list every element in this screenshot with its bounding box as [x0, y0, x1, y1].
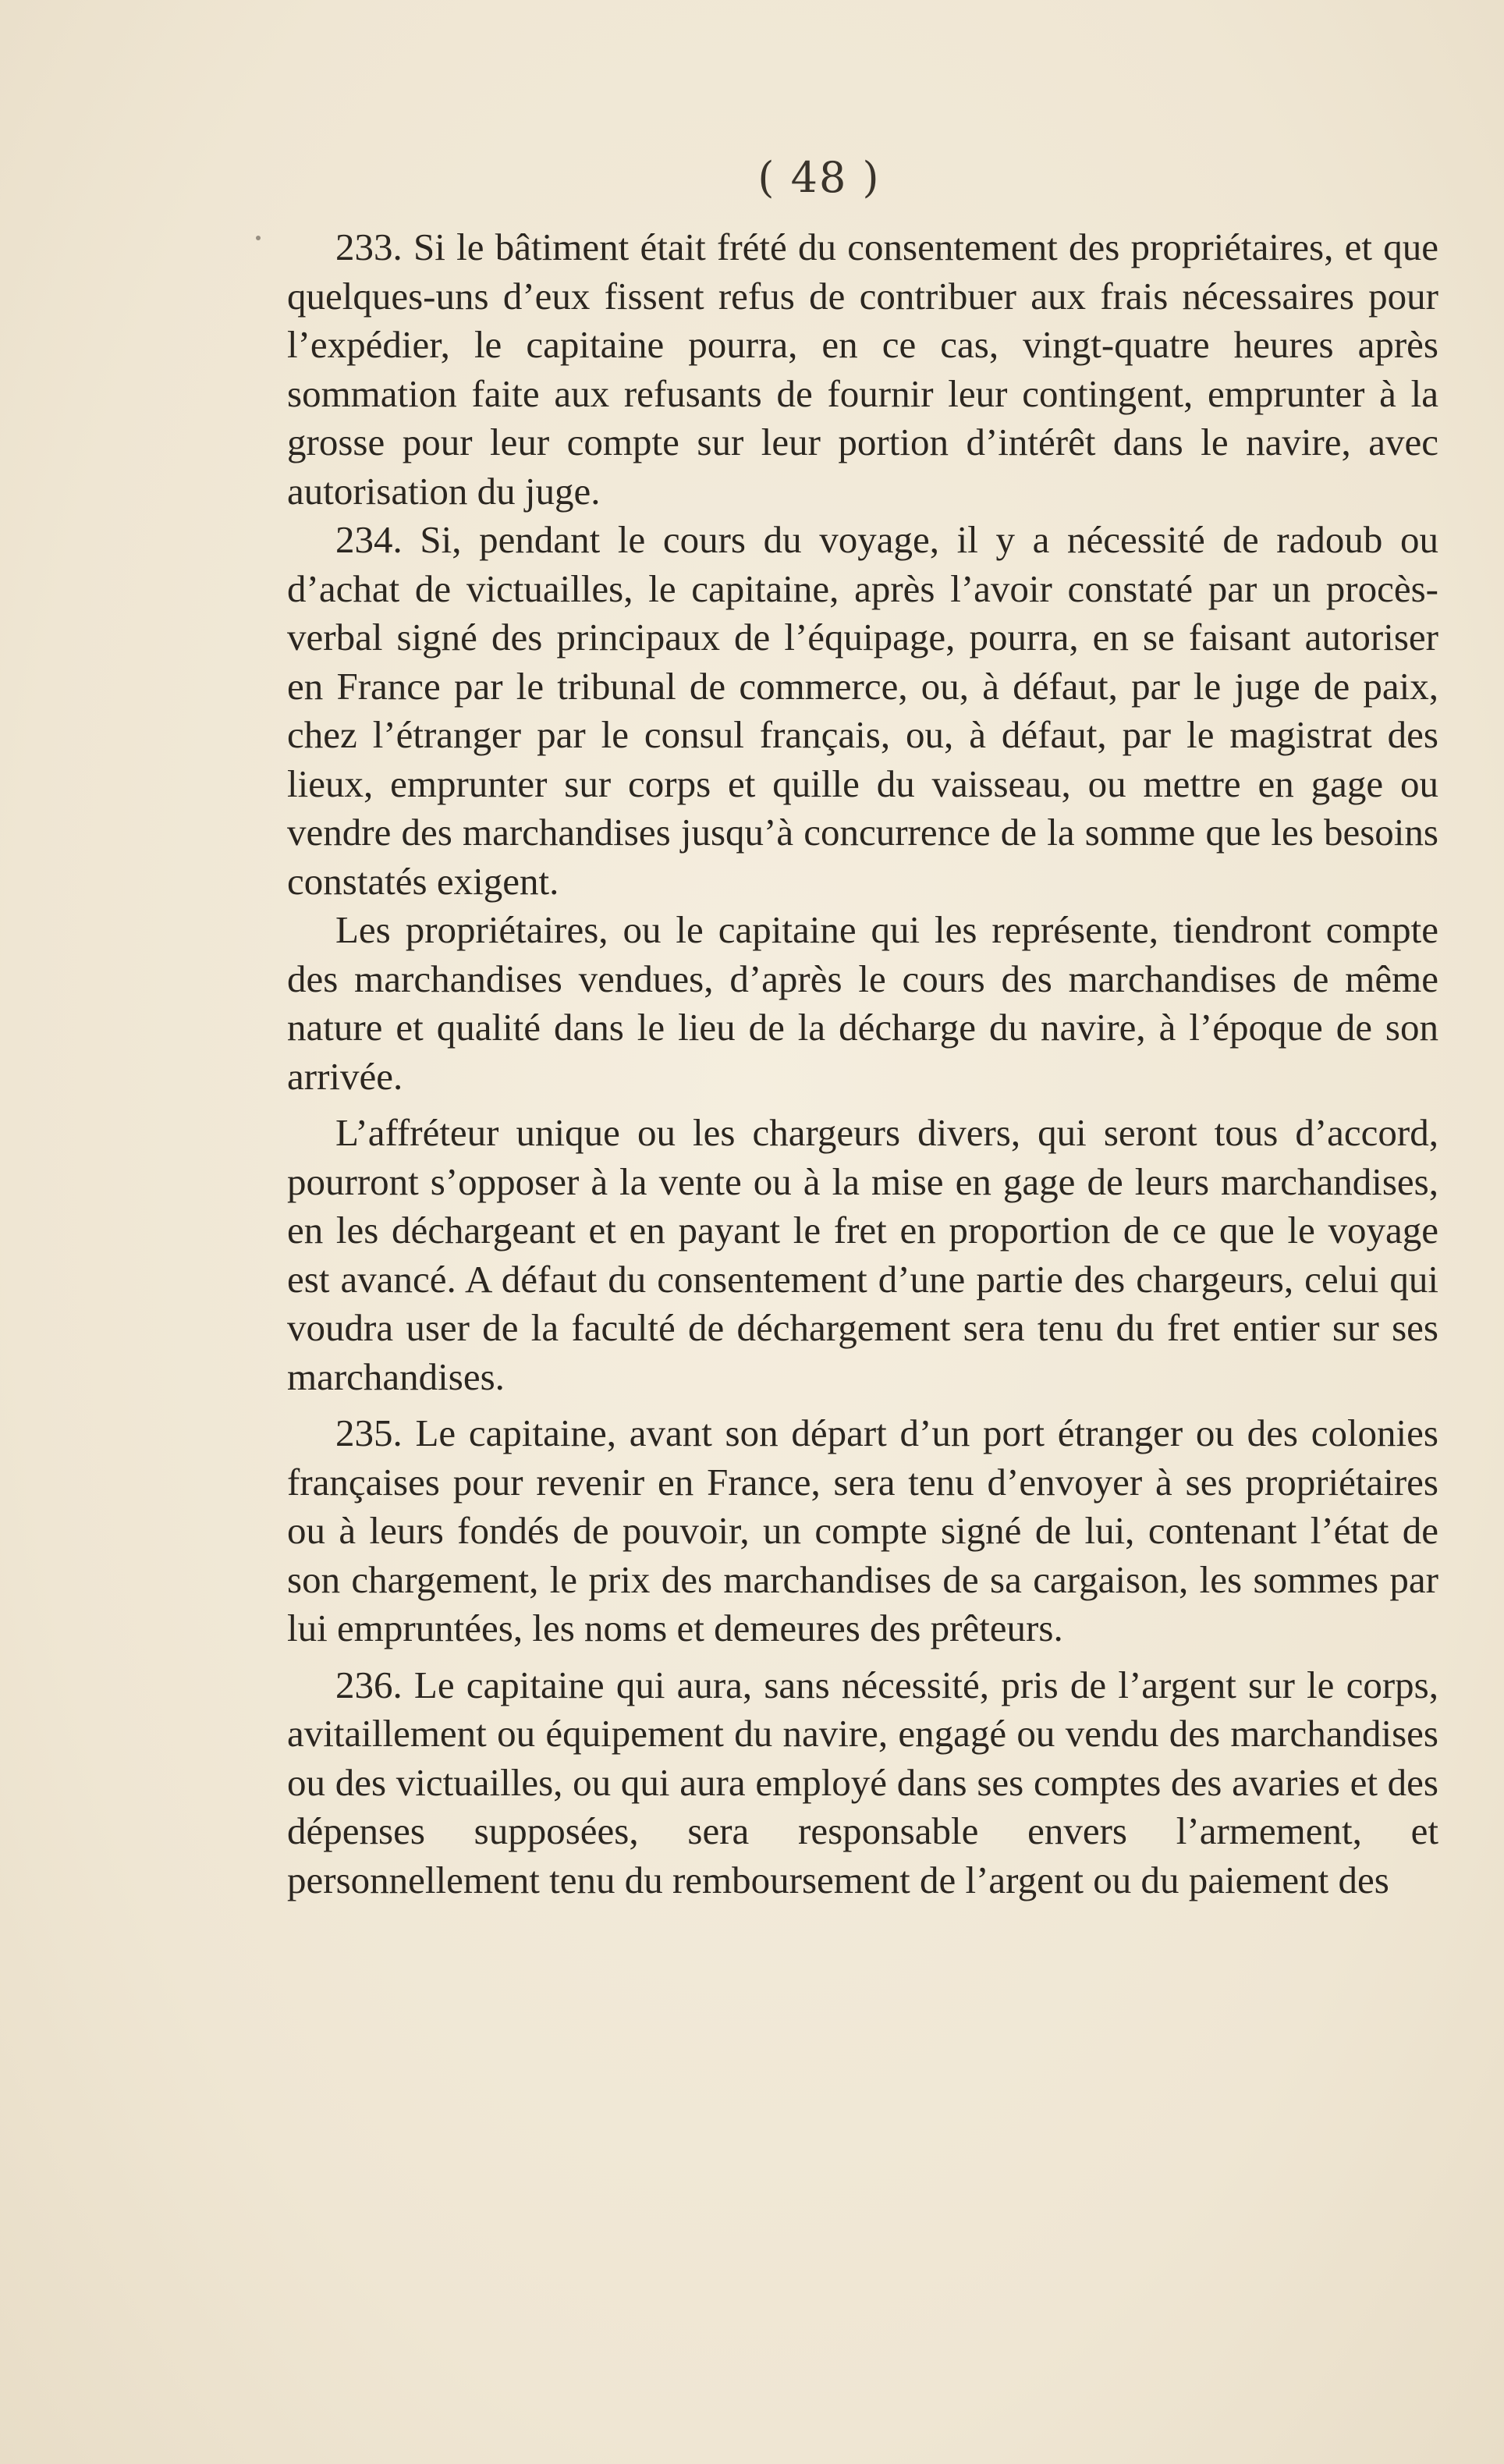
paragraph-article-234: 234. Si, pendant le cours du voyage, il y a nécessité de radoub ou d’achat de victuailles, le capitaine, après l’avoir constaté par un procès-verbal signé des principaux de l’équipage, pourra, en se faisant autoriser en France par le tribunal de commerce, ou, à défaut, par le juge de paix, chez l’étranger par le consul français, ou, à défaut, par le magistrat des lieux, emprunter sur corps et quille du vaisseau, ou mettre en gage ou vendre des marchandises jusqu’à concurrence de la somme que les besoins constatés exigent. [287, 518, 1438, 903]
body-text [287, 223, 1438, 1905]
paragraph-article-236: 236. Le capitaine qui aura, sans nécessité, pris de l’argent sur le corps, avitaillement ou équipement du navire, engagé ou vendu des marchandises ou des victuailles, ou qui aura employé dans ses comptes des avaries et des dépenses supposées, sera responsable envers l’armement, et personnellement tenu du remboursement de l’argent ou du paiement des [287, 1663, 1438, 1901]
paragraph-article-233: 233. Si le bâtiment était frété du consentement des propriétaires, et que quelques-uns d’eux fissent refus de contribuer aux frais nécessaires pour l’expédier, le capitaine pourra, en ce cas, vingt-quatre heures après sommation faite aux refusants de fournir leur contingent, emprunter à la grosse pour leur compte sur leur portion d’intérêt dans le navire, avec autorisation du juge. [287, 225, 1438, 513]
paragraph-article-235: 235. Le capitaine, avant son départ d’un port étranger ou des colonies françaises pour revenir en France, sera tenu d’envoyer à ses propriétaires ou à leurs fondés de pouvoir, un compte signé de lui, contenant l’état de son chargement, le prix des marchandises de sa cargaison, les sommes par lui empruntées, les noms et demeures des prêteurs. [287, 1411, 1438, 1649]
margin-mark [256, 236, 261, 240]
page-number: ( 48 ) [757, 153, 881, 202]
paragraph-affreteur: L’affréteur unique ou les chargeurs divers, qui seront tous d’accord, pourront s’opposer à la vente ou à la mise en gage de leurs marchandises, en les déchargeant et en payant le fret en proportion de ce que le voyage est avancé. A défaut du consentement d’une partie des chargeurs, celui qui voudra user de la faculté de déchargement sera tenu du fret entier sur ses marchandises. [287, 1111, 1438, 1398]
paragraph-proprietaires: Les propriétaires, ou le capitaine qui les représente, tiendront compte des marchandises vendues, d’après le cours des marchandises de même nature et qualité dans le lieu de la décharge du navire, à l’époque de son arrivée. [287, 908, 1438, 1098]
